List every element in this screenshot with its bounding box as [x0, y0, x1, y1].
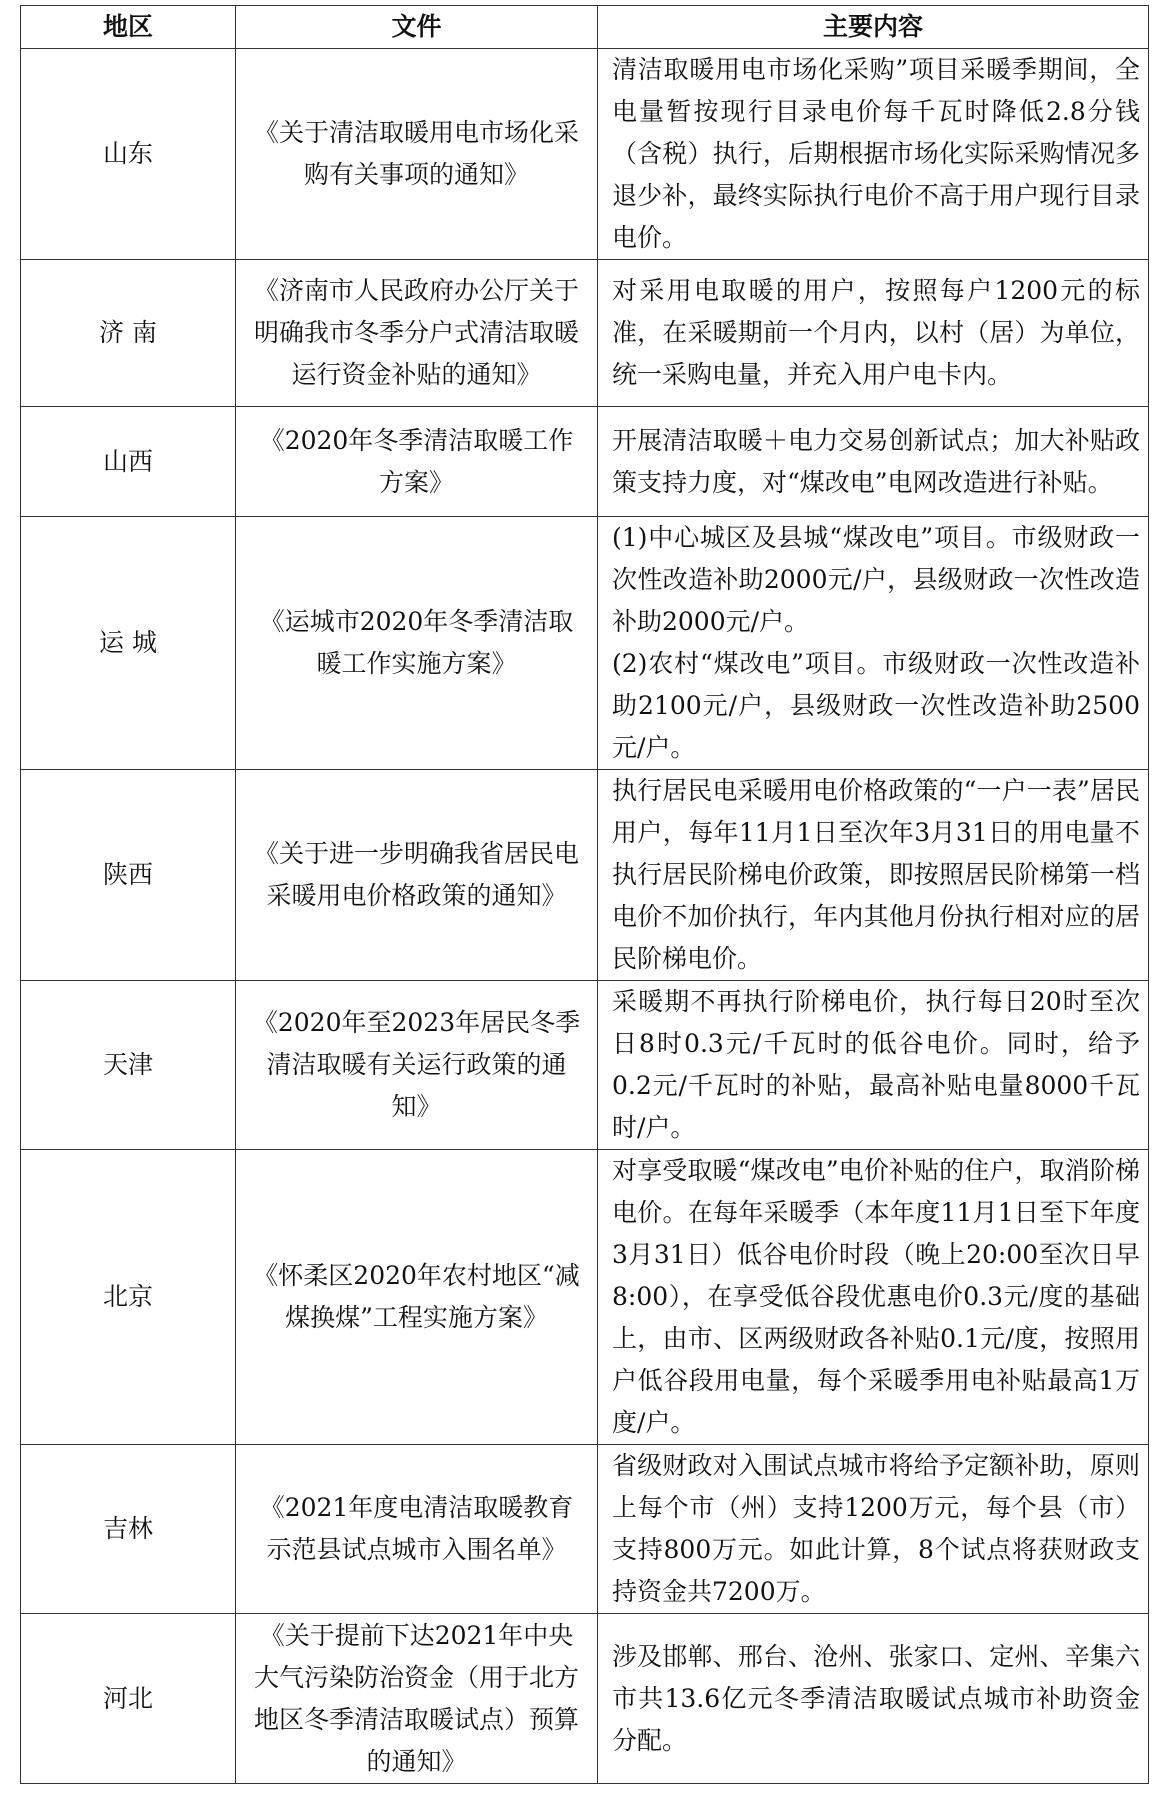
region-cell: 天津	[21, 981, 236, 1150]
content-cell	[598, 1445, 1149, 1614]
table-row	[21, 260, 1149, 407]
header-document: 文件	[236, 6, 598, 49]
content-cell	[598, 260, 1149, 407]
table-row	[21, 1445, 1149, 1614]
table-row	[21, 49, 1149, 260]
table-row	[21, 770, 1149, 981]
content-paragraph: 对采用电取暖的用户，按照每户1200元的标准，在采暖期前一个月内，以村（居）为单位，统一采购电量，并充入用户电卡内。	[612, 276, 1140, 389]
table-row	[21, 1150, 1149, 1445]
content-cell	[598, 981, 1149, 1150]
document-cell: 《济南市人民政府办公厅关于明确我市冬季分户式清洁取暖运行资金补贴的通知》	[236, 260, 598, 407]
table-header-row	[21, 6, 1149, 49]
table-row	[21, 981, 1149, 1150]
document-cell: 《运城市2020年冬季清洁取暖工作实施方案》	[236, 517, 598, 770]
region-cell: 河北	[21, 1614, 236, 1784]
content-paragraph: 执行居民电采暖用电价格政策的“一户一表”居民用户，每年11月1日至次年3月31日的用电量不执行居民阶梯电价政策，即按照居民阶梯第一档电价不加价执行，年内其他月份执行相对应的居民阶梯电价。	[612, 776, 1140, 973]
header-region: 地区	[21, 6, 236, 49]
region-cell: 济 南	[21, 260, 236, 407]
region-cell: 吉林	[21, 1445, 236, 1614]
content-paragraph: 开展清洁取暖＋电力交易创新试点；加大补贴政策支持力度，对“煤改电”电网改造进行补贴。	[612, 425, 1140, 497]
document-cell: 《关于清洁取暖用电市场化采购有关事项的通知》	[236, 49, 598, 260]
content-cell	[598, 1150, 1149, 1445]
content-cell	[598, 770, 1149, 981]
document-cell: 《怀柔区2020年农村地区“减煤换煤”工程实施方案》	[236, 1150, 598, 1445]
table-row	[21, 517, 1149, 770]
content-paragraph: 涉及邯郸、邢台、沧州、张家口、定州、辛集六市共13.6亿元冬季清洁取暖试点城市补助资金分配。	[612, 1641, 1140, 1755]
content-paragraph: 省级财政对入围试点城市将给予定额补助，原则上每个市（州）支持1200万元，每个县（市）支持800万元。如此计算，8个试点将获财政支持资金共7200万。	[612, 1451, 1140, 1606]
document-cell: 《关于进一步明确我省居民电采暖用电价格政策的通知》	[236, 770, 598, 981]
document-cell: 《关于提前下达2021年中央大气污染防治资金（用于北方地区冬季清洁取暖试点）预算的通知》	[236, 1614, 598, 1784]
table-row	[21, 1614, 1149, 1784]
region-cell: 陕西	[21, 770, 236, 981]
policy-table	[20, 5, 1149, 1784]
document-cell: 《2020年冬季清洁取暖工作方案》	[236, 407, 598, 517]
content-paragraph: 采暖期不再执行阶梯电价，执行每日20时至次日8时0.3元/千瓦时的低谷电价。同时，给予0.2元/千瓦时的补贴，最高补贴电量8000千瓦时/户。	[612, 987, 1140, 1142]
content-paragraph: 清洁取暖用电市场化采购”项目采暖季期间，全电量暂按现行目录电价每千瓦时降低2.8分钱（含税）执行，后期根据市场化实际采购情况多退少补，最终实际执行电价不高于用户现行目录电价。	[612, 55, 1140, 252]
table-row	[21, 407, 1149, 517]
content-cell	[598, 407, 1149, 517]
content-paragraph: (2)农村“煤改电”项目。市级财政一次性改造补助2100元/户，县级财政一次性改造补助2500元/户。	[612, 649, 1140, 762]
content-paragraph: (1)中心城区及县城“煤改电”项目。市级财政一次性改造补助2000元/户，县级财政一次性改造补助2000元/户。	[612, 523, 1140, 636]
content-cell	[598, 517, 1149, 770]
region-cell: 北京	[21, 1150, 236, 1445]
region-cell: 运 城	[21, 517, 236, 770]
content-cell	[598, 49, 1149, 260]
region-cell: 山东	[21, 49, 236, 260]
document-cell: 《2020年至2023年居民冬季清洁取暖有关运行政策的通知》	[236, 981, 598, 1150]
content-cell	[598, 1614, 1149, 1784]
header-content: 主要内容	[598, 6, 1149, 49]
document-cell: 《2021年度电清洁取暖教育示范县试点城市入围名单》	[236, 1445, 598, 1614]
region-cell: 山西	[21, 407, 236, 517]
content-paragraph: 对享受取暖“煤改电”电价补贴的住户，取消阶梯电价。在每年采暖季（本年度11月1日至下年度3月31日）低谷电价时段（晚上20:00至次日早8:00），在享受低谷段优惠电价0.3元/度的基础上，由市、区两级财政各补贴0.1元/度，按照用户低谷段用电量，每个采暖季用电补贴最高1万度/户。	[612, 1156, 1140, 1437]
